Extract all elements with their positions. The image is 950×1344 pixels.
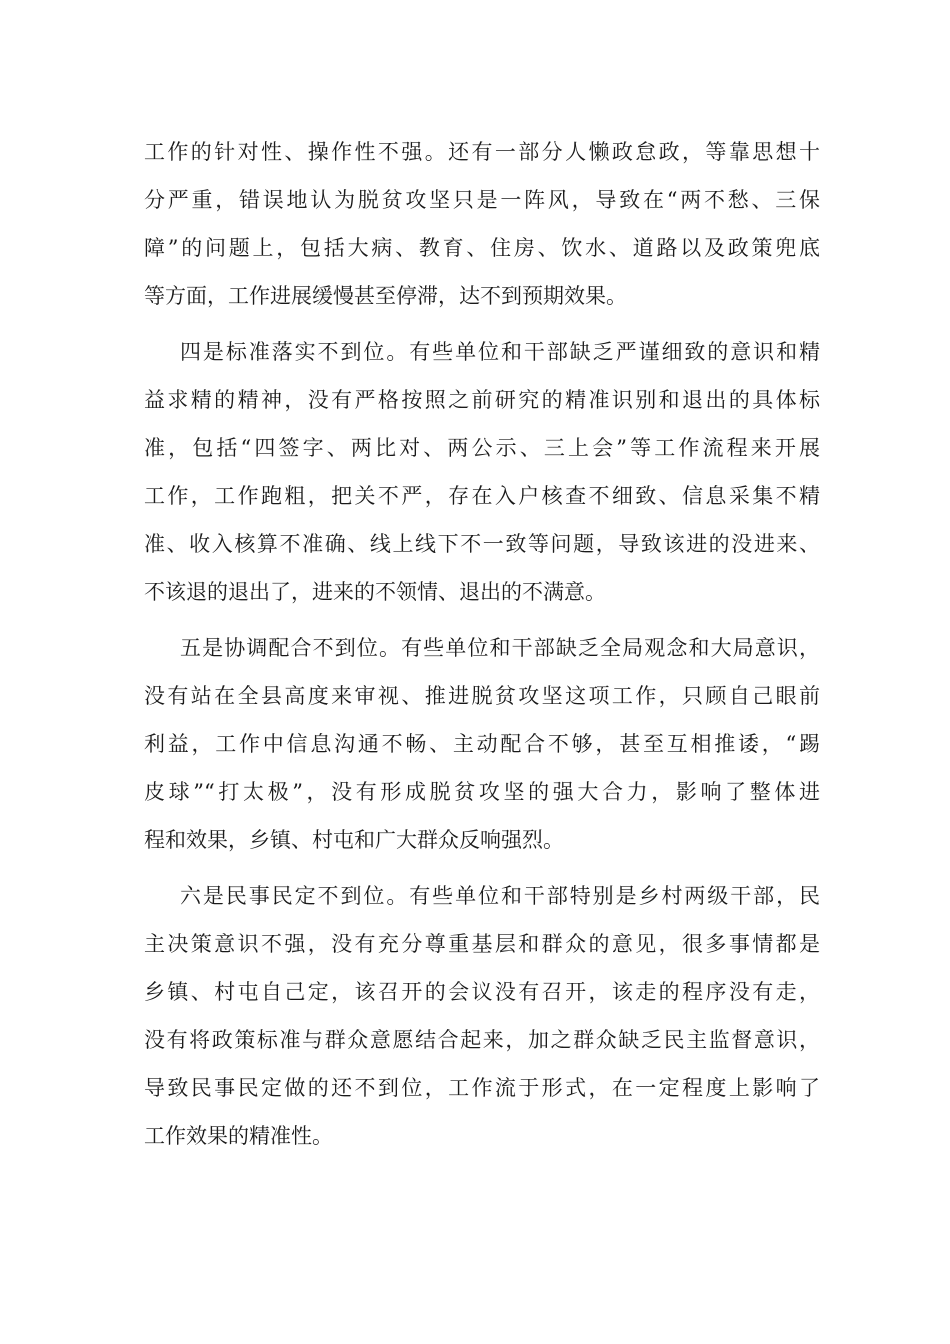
text-line: 四是标准落实不到位。有些单位和干部缺乏严谨细致的意识和精 (180, 340, 820, 364)
text-line: 乡镇、村屯自己定，该召开的会议没有召开，该走的程序没有走， (144, 980, 820, 1004)
paragraph-standards (144, 328, 820, 616)
text-line: 不该退的退出了，进来的不领情、退出的不满意。 (144, 580, 606, 604)
text-line: 准，包括“四签字、两比对、两公示、三上会”等工作流程来开展 (144, 436, 820, 460)
text-line: 工作，工作跑粗，把关不严，存在入户核查不细致、信息采集不精 (144, 484, 820, 508)
text-line: 导致民事民定做的还不到位，工作流于形式，在一定程度上影响了 (144, 1076, 820, 1100)
text-line: 没有将政策标准与群众意愿结合起来，加之群众缺乏民主监督意识， (144, 1028, 820, 1052)
text-line: 五是协调配合不到位。有些单位和干部缺乏全局观念和大局意识， (180, 636, 820, 660)
text-line: 程和效果，乡镇、村屯和广大群众反响强烈。 (144, 828, 564, 852)
text-line: 工作效果的精准性。 (144, 1124, 333, 1148)
text-line: 等方面，工作进展缓慢甚至停滞，达不到预期效果。 (144, 284, 627, 308)
text-line: 工作的针对性、操作性不强。还有一部分人懒政怠政，等靠思想十 (144, 140, 820, 164)
text-line: 准、收入核算不准确、线上线下不一致等问题，导致该进的没进来、 (144, 532, 820, 556)
paragraph-coordination (144, 624, 820, 864)
text-line: 分严重，错误地认为脱贫攻坚只是一阵风，导致在“两不愁、三保 (144, 188, 820, 212)
text-line: 利益，工作中信息沟通不畅、主动配合不够，甚至互相推诿，“踢 (144, 732, 820, 756)
document-page (144, 128, 820, 1160)
text-line: 益求精的精神，没有严格按照之前研究的精准识别和退出的具体标 (144, 388, 820, 412)
text-line: 六是民事民定不到位。有些单位和干部特别是乡村两级干部，民 (180, 884, 820, 908)
text-line: 皮球”“打太极”，没有形成脱贫攻坚的强大合力，影响了整体进 (144, 780, 820, 804)
text-line: 障”的问题上，包括大病、教育、住房、饮水、道路以及政策兜底 (144, 236, 820, 260)
text-line: 主决策意识不强，没有充分尊重基层和群众的意见，很多事情都是 (144, 932, 820, 956)
paragraph-democracy (144, 872, 820, 1160)
paragraph-continuation (144, 128, 820, 320)
text-line: 没有站在全县高度来审视、推进脱贫攻坚这项工作，只顾自己眼前 (144, 684, 820, 708)
